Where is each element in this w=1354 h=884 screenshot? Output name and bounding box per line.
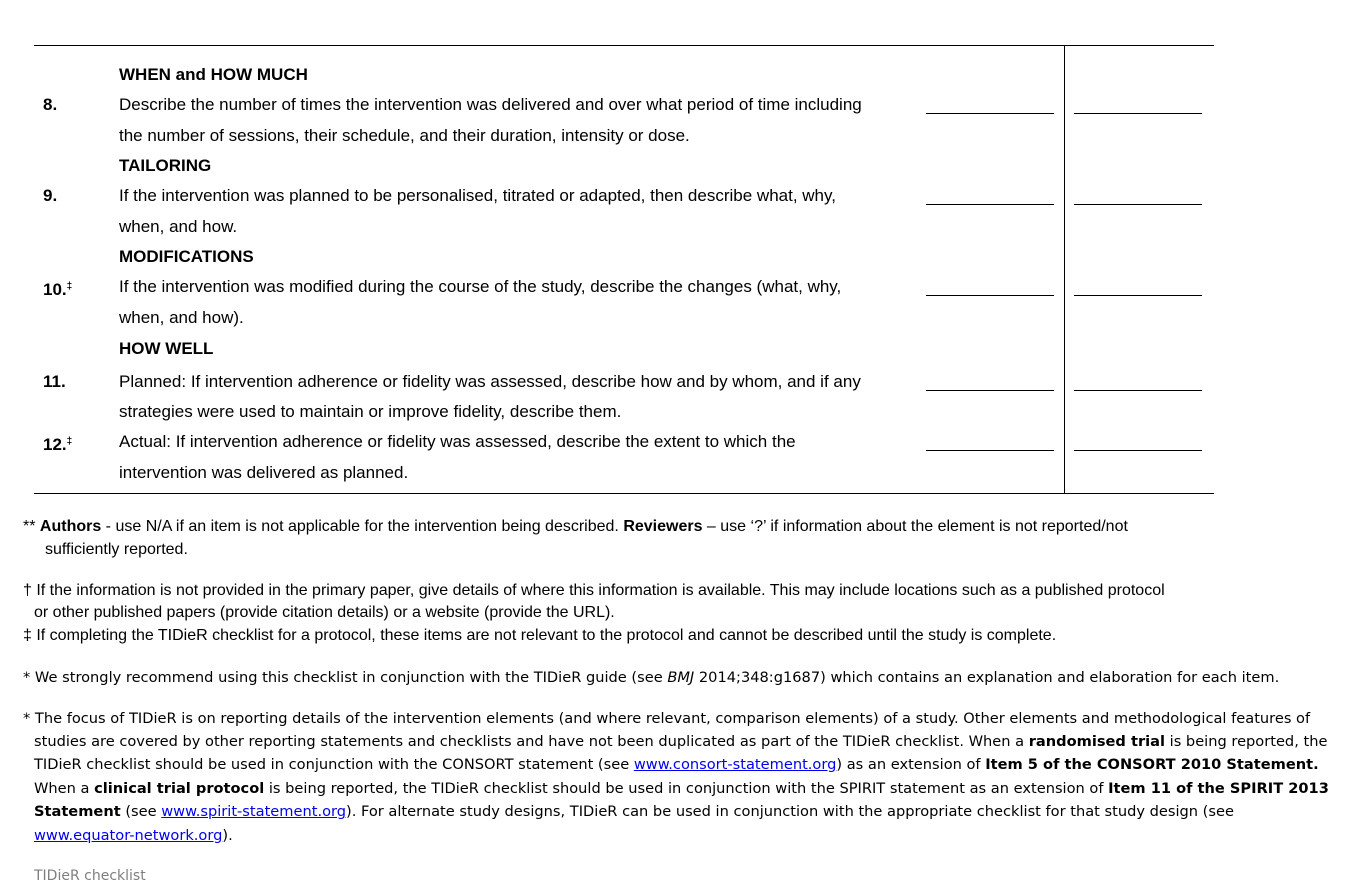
item-10-page-field[interactable] xyxy=(926,295,1054,296)
item-8-location-field[interactable] xyxy=(1074,113,1202,114)
item-number-8: 8. xyxy=(43,95,58,114)
focus-note-line5: Statement (see www.spirit-statement.org). For alternate study designs, TIDieR can be used in conjunction with the appropriate checklist for that study design (see xyxy=(34,803,1234,820)
item-10-location-field[interactable] xyxy=(1074,295,1202,296)
item-9-location-field[interactable] xyxy=(1074,204,1202,205)
consort-link[interactable]: www.consort-statement.org xyxy=(633,756,837,773)
item-11-location-field[interactable] xyxy=(1074,390,1202,391)
item-11-page-field[interactable] xyxy=(926,390,1054,391)
guide-recommendation-note: * We strongly recommend using this checklist in conjunction with the TIDieR guide (see BMJ 2014;348:g1687) which contains an explanation and elaboration for each item. xyxy=(23,669,1280,686)
item-10-text-line1: If the intervention was modified during the course of the study, describe the changes (what, why, xyxy=(119,277,842,296)
item-number-12: 12.‡ xyxy=(43,435,73,454)
section-heading-when-how-much: WHEN and HOW MUCH xyxy=(119,65,308,84)
double-dagger-note: ‡ If completing the TIDieR checklist for a protocol, these items are not relevant to the protocol and cannot be described until the study is complete. xyxy=(23,627,1057,644)
dagger-note-line1: † If the information is not provided in the primary paper, give details of where this information is available. This may include locations such as a published protocol xyxy=(23,582,1165,599)
authors-reviewers-note-line2: sufficiently reported. xyxy=(45,541,188,558)
authors-reviewers-note: ** Authors - use N/A if an item is not applicable for the intervention being described. Reviewers – use ‘?’ if information about the element is not reported/not xyxy=(23,518,1128,535)
page-footer: TIDieR checklist xyxy=(34,868,146,884)
section-heading-how-well: HOW WELL xyxy=(119,339,214,358)
item-8-page-field[interactable] xyxy=(926,113,1054,114)
focus-note-line1: * The focus of TIDieR is on reporting details of the intervention elements (and where relevant, comparison elements) of a study. Other elements and methodological features of xyxy=(23,710,1311,727)
spirit-link[interactable]: www.spirit-statement.org xyxy=(161,803,347,820)
item-8-text-line1: Describe the number of times the intervention was delivered and over what period of time including xyxy=(119,95,862,114)
dagger-note-line2: or other published papers (provide citation details) or a website (provide the URL). xyxy=(34,604,615,621)
item-9-page-field[interactable] xyxy=(926,204,1054,205)
equator-link[interactable]: www.equator-network.org xyxy=(34,827,223,844)
table-column-divider xyxy=(1064,45,1065,494)
focus-note-line6: www.equator-network.org). xyxy=(34,827,233,844)
table-bottom-border xyxy=(34,493,1214,494)
item-8-text-line2: the number of sessions, their schedule, and their duration, intensity or dose. xyxy=(119,126,690,145)
item-9-text-line1: If the intervention was planned to be personalised, titrated or adapted, then describe what, why, xyxy=(119,186,836,205)
item-12-text-line1: Actual: If intervention adherence or fidelity was assessed, describe the extent to which the xyxy=(119,432,796,451)
focus-note-line2: studies are covered by other reporting statements and checklists and have not been duplicated as part of the TIDieR checklist. When a randomised trial is being reported, the xyxy=(34,733,1328,750)
table-top-border xyxy=(34,45,1214,46)
item-9-text-line2: when, and how. xyxy=(119,217,238,236)
item-12-location-field[interactable] xyxy=(1074,450,1202,451)
item-number-11: 11. xyxy=(43,372,66,391)
item-12-text-line2: intervention was delivered as planned. xyxy=(119,463,409,482)
item-11-text-line1: Planned: If intervention adherence or fidelity was assessed, describe how and by whom, and if any xyxy=(119,372,861,391)
item-10-text-line2: when, and how). xyxy=(119,308,244,327)
section-heading-modifications: MODIFICATIONS xyxy=(119,247,254,266)
focus-note-line3: TIDieR checklist should be used in conjunction with the CONSORT statement (see www.consort-statement.org) as an extension of Item 5 of the CONSORT 2010 Statement. xyxy=(34,756,1319,773)
section-heading-tailoring: TAILORING xyxy=(119,156,212,175)
item-12-page-field[interactable] xyxy=(926,450,1054,451)
item-11-text-line2: strategies were used to maintain or improve fidelity, describe them. xyxy=(119,402,622,421)
item-number-10: 10.‡ xyxy=(43,280,73,299)
item-number-9: 9. xyxy=(43,186,58,205)
focus-note-line4: When a clinical trial protocol is being reported, the TIDieR checklist should be used in conjunction with the SPIRIT statement as an extension of Item 11 of the SPIRIT 2013 xyxy=(34,780,1329,797)
